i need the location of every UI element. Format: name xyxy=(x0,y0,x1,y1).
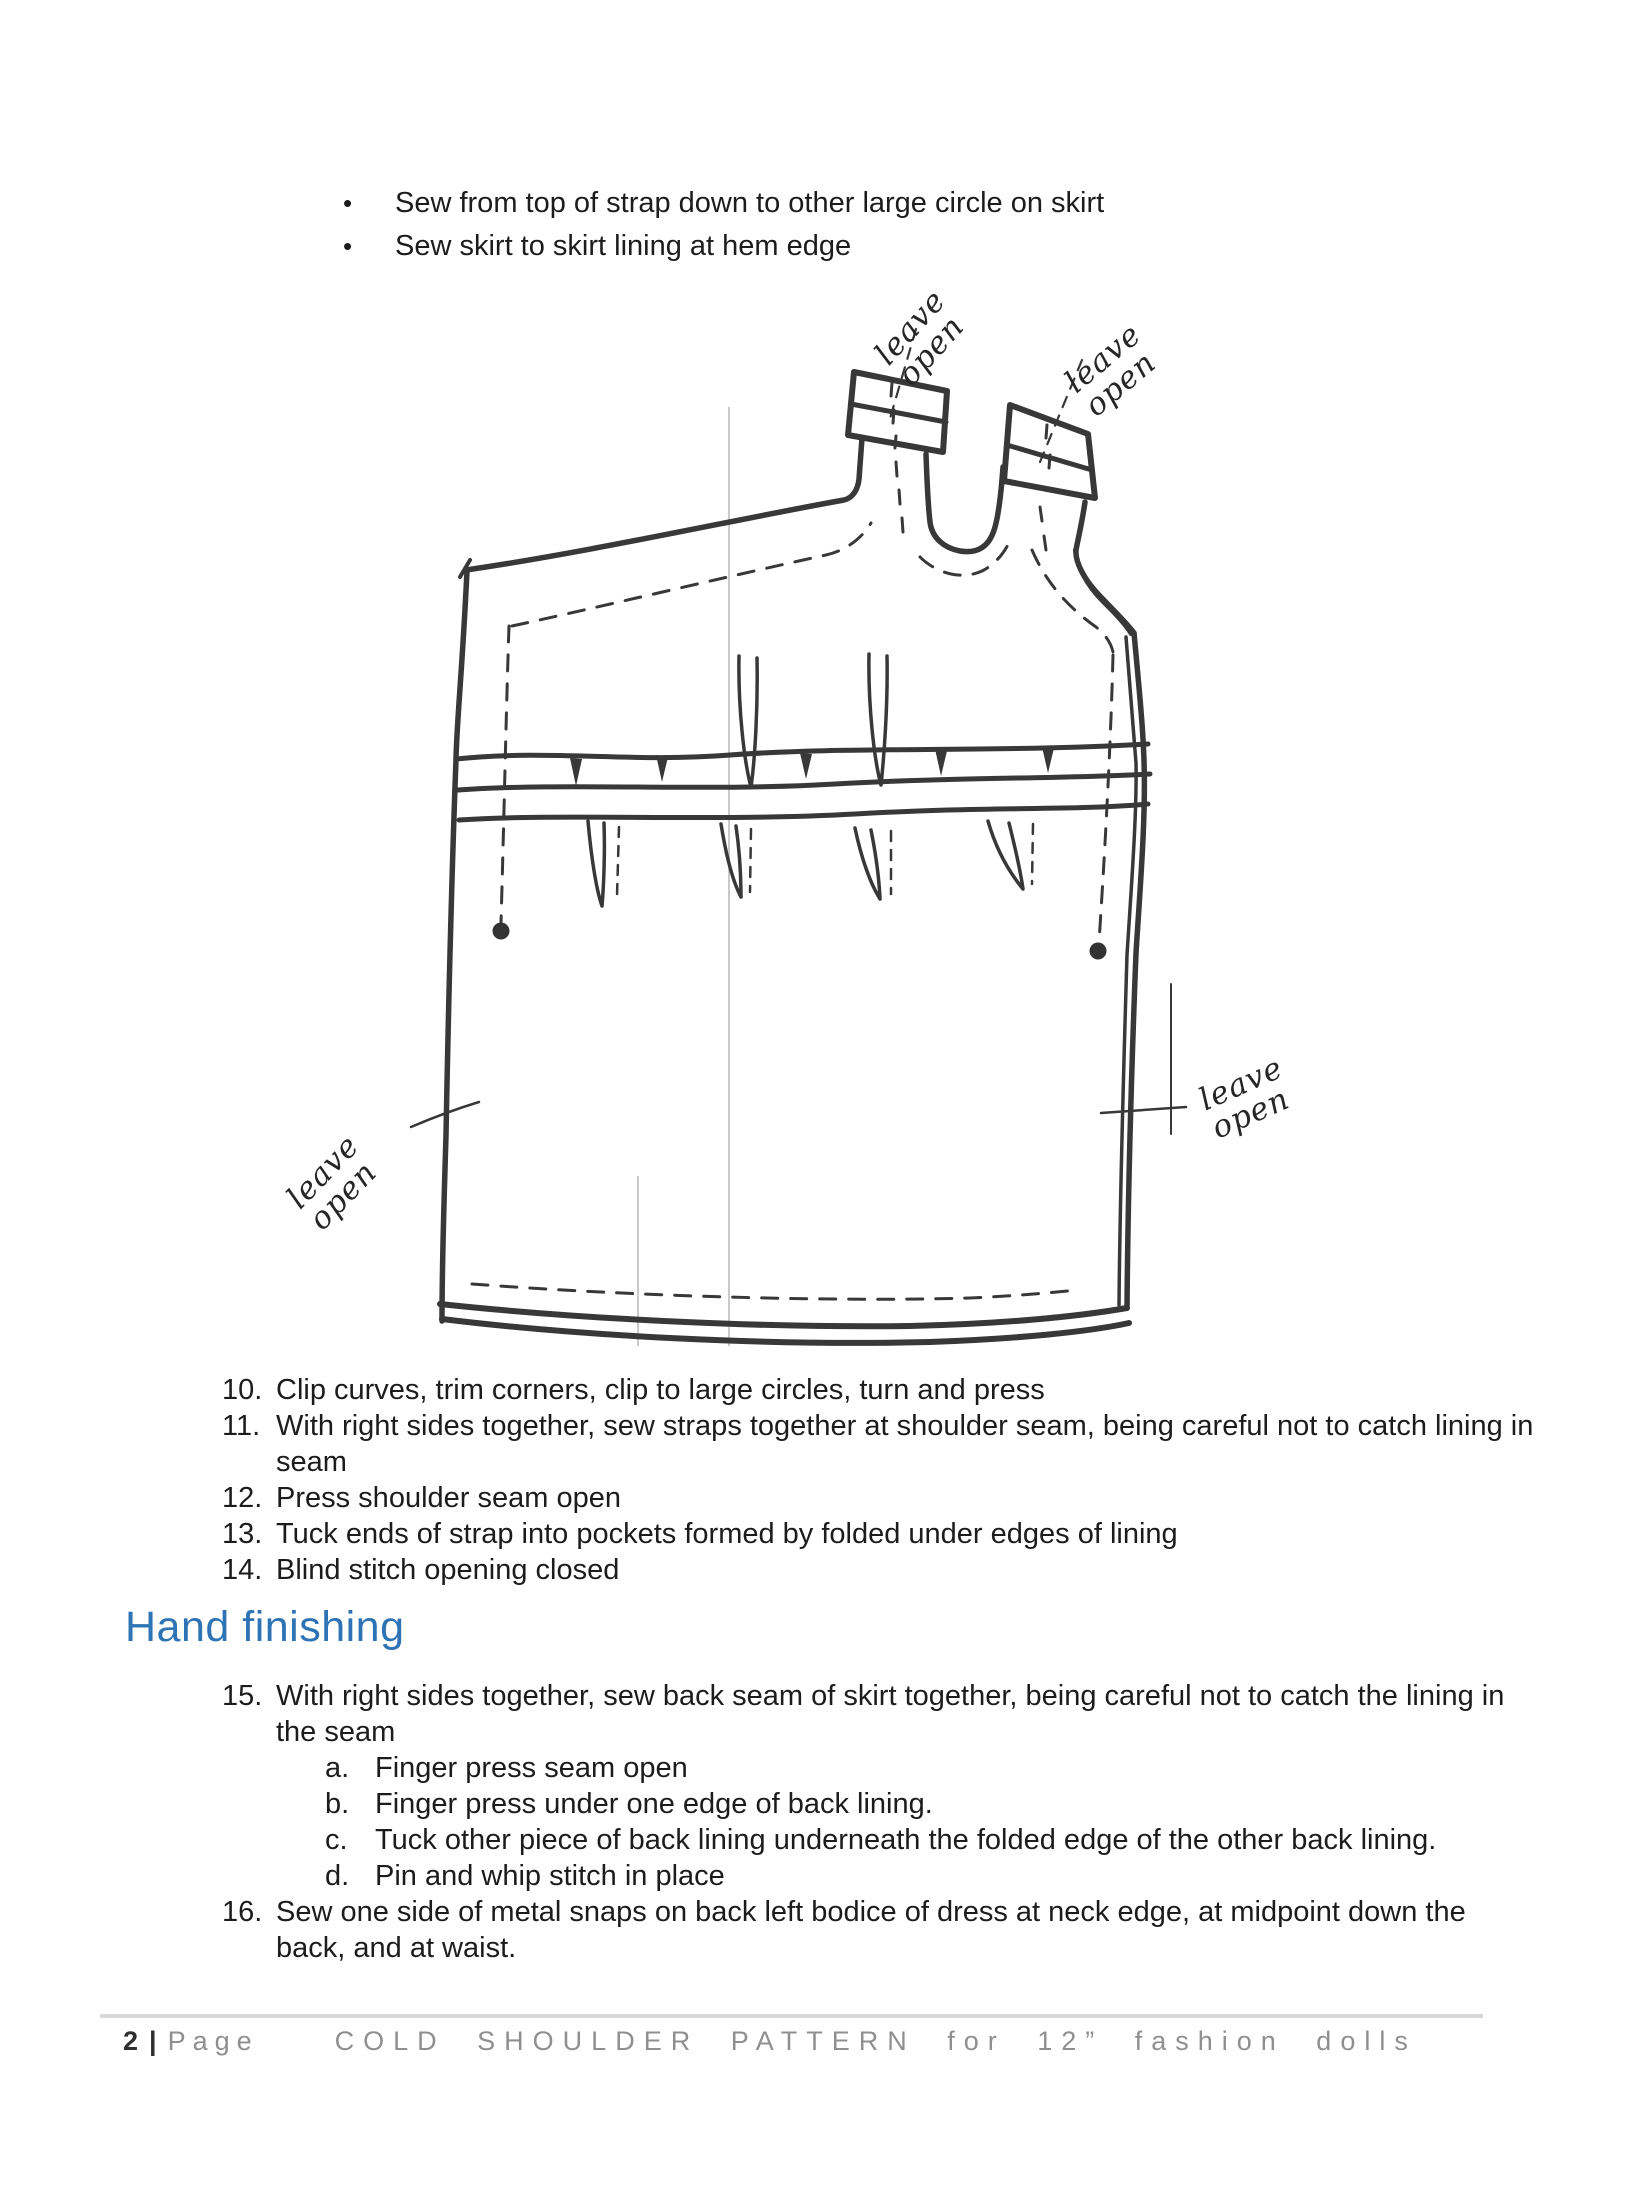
step-number: 10. xyxy=(222,1374,263,1406)
substep-letter: c. xyxy=(325,1824,348,1856)
large-circle-left xyxy=(493,923,510,940)
step-text: Sew one side of metal snaps on back left bodice of dress at neck edge, at midpoint down the back, and at waist. xyxy=(276,1896,1466,1964)
step-13 xyxy=(222,1516,1552,1552)
substep-letter: a. xyxy=(325,1752,350,1784)
armhole-inner xyxy=(1075,550,1131,634)
footer-page-number: 2 xyxy=(123,2026,139,2056)
step-14 xyxy=(222,1552,1552,1588)
bullet-text: Sew skirt to skirt lining at hem edge xyxy=(395,230,852,262)
handwritten-note-bottom-right: leave open xyxy=(1193,1049,1295,1147)
substep-c xyxy=(325,1822,1552,1858)
waistband-line-2 xyxy=(458,774,1150,790)
skirt-dart-1 xyxy=(588,821,604,906)
bullet-item xyxy=(343,182,1443,225)
right-strap-band-dashes xyxy=(1046,425,1050,468)
steps-list-main xyxy=(222,1372,1552,1588)
step-text: With right sides together, sew back seam of skirt together, being careful not to catch the lining in the seam xyxy=(276,1680,1505,1748)
step-number: 11. xyxy=(222,1410,261,1442)
skirt-dart-2 xyxy=(721,824,741,897)
bust-dart-right xyxy=(869,654,887,785)
footer-document-title: COLD SHOULDER PATTERN for 12” fashion dolls xyxy=(334,2026,1417,2056)
handwritten-note-top-left: leave open xyxy=(867,282,972,393)
skirt-dart-4 xyxy=(988,821,1023,889)
skirt-dart-3 xyxy=(855,828,880,899)
bodice-left-edge xyxy=(442,571,467,1321)
substep-text: Tuck other piece of back lining underneath the folded edge of the other back lining. xyxy=(375,1824,1437,1856)
pattern-sketch-svg xyxy=(270,255,1330,1360)
step-text: Clip curves, trim corners, clip to large circles, turn and press xyxy=(276,1374,1045,1406)
scan-fold-lines xyxy=(638,407,729,1346)
bullet-marker: • xyxy=(343,231,353,261)
page-footer xyxy=(123,2026,1417,2057)
substep-text: Finger press under one edge of back lining. xyxy=(375,1788,933,1820)
substep-d xyxy=(325,1858,1552,1894)
substep-letter: b. xyxy=(325,1788,350,1820)
substep-text: Pin and whip stitch in place xyxy=(375,1860,725,1892)
right-edge-outer xyxy=(1127,633,1144,1308)
right-strap-band xyxy=(1004,405,1095,498)
armhole-outer xyxy=(1076,502,1134,633)
step-10 xyxy=(222,1372,1552,1408)
skirt-dart-dashes xyxy=(617,824,1033,896)
large-circle-right xyxy=(1090,943,1107,960)
step-number: 15. xyxy=(222,1680,263,1712)
step-text: Tuck ends of strap into pockets formed by folded under edges of lining xyxy=(276,1518,1178,1550)
substep-a xyxy=(325,1750,1552,1786)
substep-b xyxy=(325,1786,1552,1822)
waistband-line-3 xyxy=(459,804,1148,820)
bullet-marker: • xyxy=(343,188,353,218)
step-text: Blind stitch opening closed xyxy=(276,1554,620,1586)
seam-dashed-lines xyxy=(472,523,1113,1299)
bodice-top-edge xyxy=(466,438,862,570)
bust-dart-left xyxy=(739,656,757,787)
pattern-sketch xyxy=(270,255,1330,1360)
bullet-text: Sew from top of strap down to other large circle on skirt xyxy=(395,187,1105,219)
left-strap-center-dashes xyxy=(896,462,903,532)
step-12 xyxy=(222,1480,1552,1516)
neckline-curve xyxy=(926,454,1003,552)
footer-page-label: Page xyxy=(167,2026,259,2056)
left-strap-band-midline xyxy=(851,404,946,422)
step-number: 14. xyxy=(222,1554,263,1586)
section-heading: Hand finishing xyxy=(125,1603,405,1651)
right-strap-center-dashes xyxy=(1040,507,1046,550)
step-text: With right sides together, sew straps together at shoulder seam, being careful not to catch lining in seam xyxy=(276,1410,1534,1478)
footer-separator: | xyxy=(149,2026,157,2056)
step-text: Press shoulder seam open xyxy=(276,1482,621,1514)
hem-line-upper xyxy=(440,1304,1127,1326)
step-number: 13. xyxy=(222,1518,263,1550)
substep-letter: d. xyxy=(325,1860,350,1892)
substep-text: Finger press seam open xyxy=(375,1752,688,1784)
step-number: 16. xyxy=(222,1896,263,1928)
handwritten-note-bottom-left: leave open xyxy=(279,1127,385,1238)
handwritten-note-top-right: leave open xyxy=(1058,316,1164,425)
footer-divider xyxy=(100,2014,1483,2018)
step-15 xyxy=(222,1678,1552,1750)
steps-list-finishing xyxy=(222,1678,1552,1966)
step-16 xyxy=(222,1894,1552,1966)
leader-bottom-right xyxy=(1101,1107,1186,1113)
step-11 xyxy=(222,1408,1552,1480)
step-number: 12. xyxy=(222,1482,263,1514)
